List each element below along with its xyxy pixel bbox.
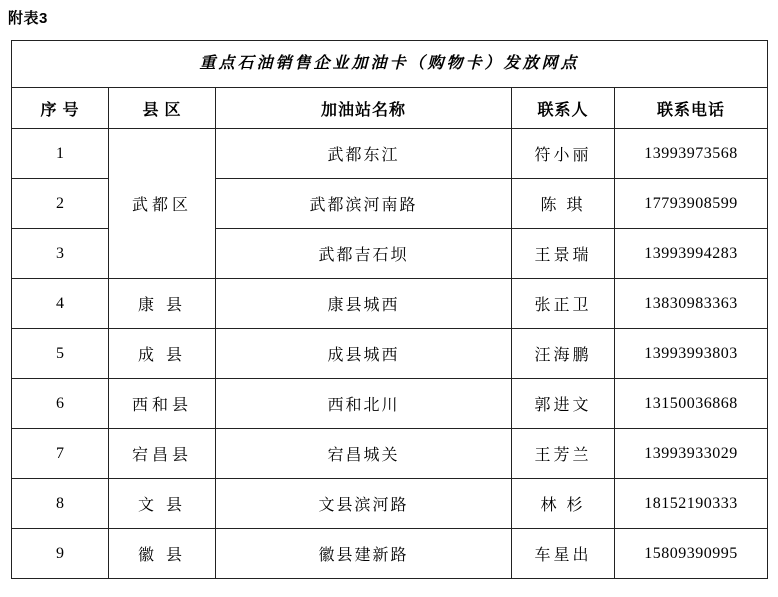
cell-contact: 汪海鹏 [512, 329, 615, 379]
cell-county: 康 县 [109, 279, 216, 329]
cell-phone: 13993993803 [615, 329, 768, 379]
cell-county: 徽 县 [109, 529, 216, 579]
cell-contact: 王芳兰 [512, 429, 615, 479]
table-row [12, 279, 768, 329]
table-title-text: 重点石油销售企业加油卡（购物卡）发放网点 [199, 55, 580, 72]
cell-contact: 张正卫 [512, 279, 615, 329]
cell-no: 1 [12, 129, 109, 179]
cell-phone: 13830983363 [615, 279, 768, 329]
cell-station: 宕昌城关 [216, 429, 512, 479]
cell-county-merged: 武都区 [109, 129, 216, 279]
header-station: 加油站名称 [216, 88, 512, 129]
cell-contact: 郭进文 [512, 379, 615, 429]
cell-contact: 符小丽 [512, 129, 615, 179]
cell-contact: 陈 琪 [512, 179, 615, 229]
cell-no: 9 [12, 529, 109, 579]
cell-contact: 车星出 [512, 529, 615, 579]
cell-phone: 15809390995 [615, 529, 768, 579]
table-row [12, 529, 768, 579]
cell-phone: 13993973568 [615, 129, 768, 179]
attachment-label: 附表3 [8, 10, 48, 27]
cell-no: 8 [12, 479, 109, 529]
cell-county: 文 县 [109, 479, 216, 529]
cell-no: 2 [12, 179, 109, 229]
table-title [12, 41, 768, 88]
table-container [11, 40, 767, 579]
cell-no: 3 [12, 229, 109, 279]
table-row [12, 129, 768, 179]
cell-station: 康县城西 [216, 279, 512, 329]
cell-station: 文县滨河路 [216, 479, 512, 529]
cell-no: 7 [12, 429, 109, 479]
cell-county: 宕昌县 [109, 429, 216, 479]
cell-station: 徽县建新路 [216, 529, 512, 579]
table-row [12, 429, 768, 479]
cell-no: 5 [12, 329, 109, 379]
cell-station: 武都吉石坝 [216, 229, 512, 279]
cell-contact: 林 杉 [512, 479, 615, 529]
header-no: 序 号 [12, 88, 109, 129]
cell-phone: 13150036868 [615, 379, 768, 429]
cell-phone: 13993994283 [615, 229, 768, 279]
header-contact: 联系人 [512, 88, 615, 129]
cell-phone: 18152190333 [615, 479, 768, 529]
table-row [12, 329, 768, 379]
cell-no: 6 [12, 379, 109, 429]
table-row [12, 379, 768, 429]
cell-station: 武都滨河南路 [216, 179, 512, 229]
header-phone: 联系电话 [615, 88, 768, 129]
header-county: 县 区 [109, 88, 216, 129]
gas-card-outlets-table [11, 40, 768, 579]
cell-station: 西和北川 [216, 379, 512, 429]
cell-phone: 13993933029 [615, 429, 768, 479]
cell-county: 成 县 [109, 329, 216, 379]
table-title-row [12, 41, 768, 88]
table-row [12, 479, 768, 529]
cell-station: 成县城西 [216, 329, 512, 379]
cell-station: 武都东江 [216, 129, 512, 179]
table-header-row [12, 88, 768, 129]
cell-county: 西和县 [109, 379, 216, 429]
cell-contact: 王景瑞 [512, 229, 615, 279]
cell-no: 4 [12, 279, 109, 329]
cell-phone: 17793908599 [615, 179, 768, 229]
